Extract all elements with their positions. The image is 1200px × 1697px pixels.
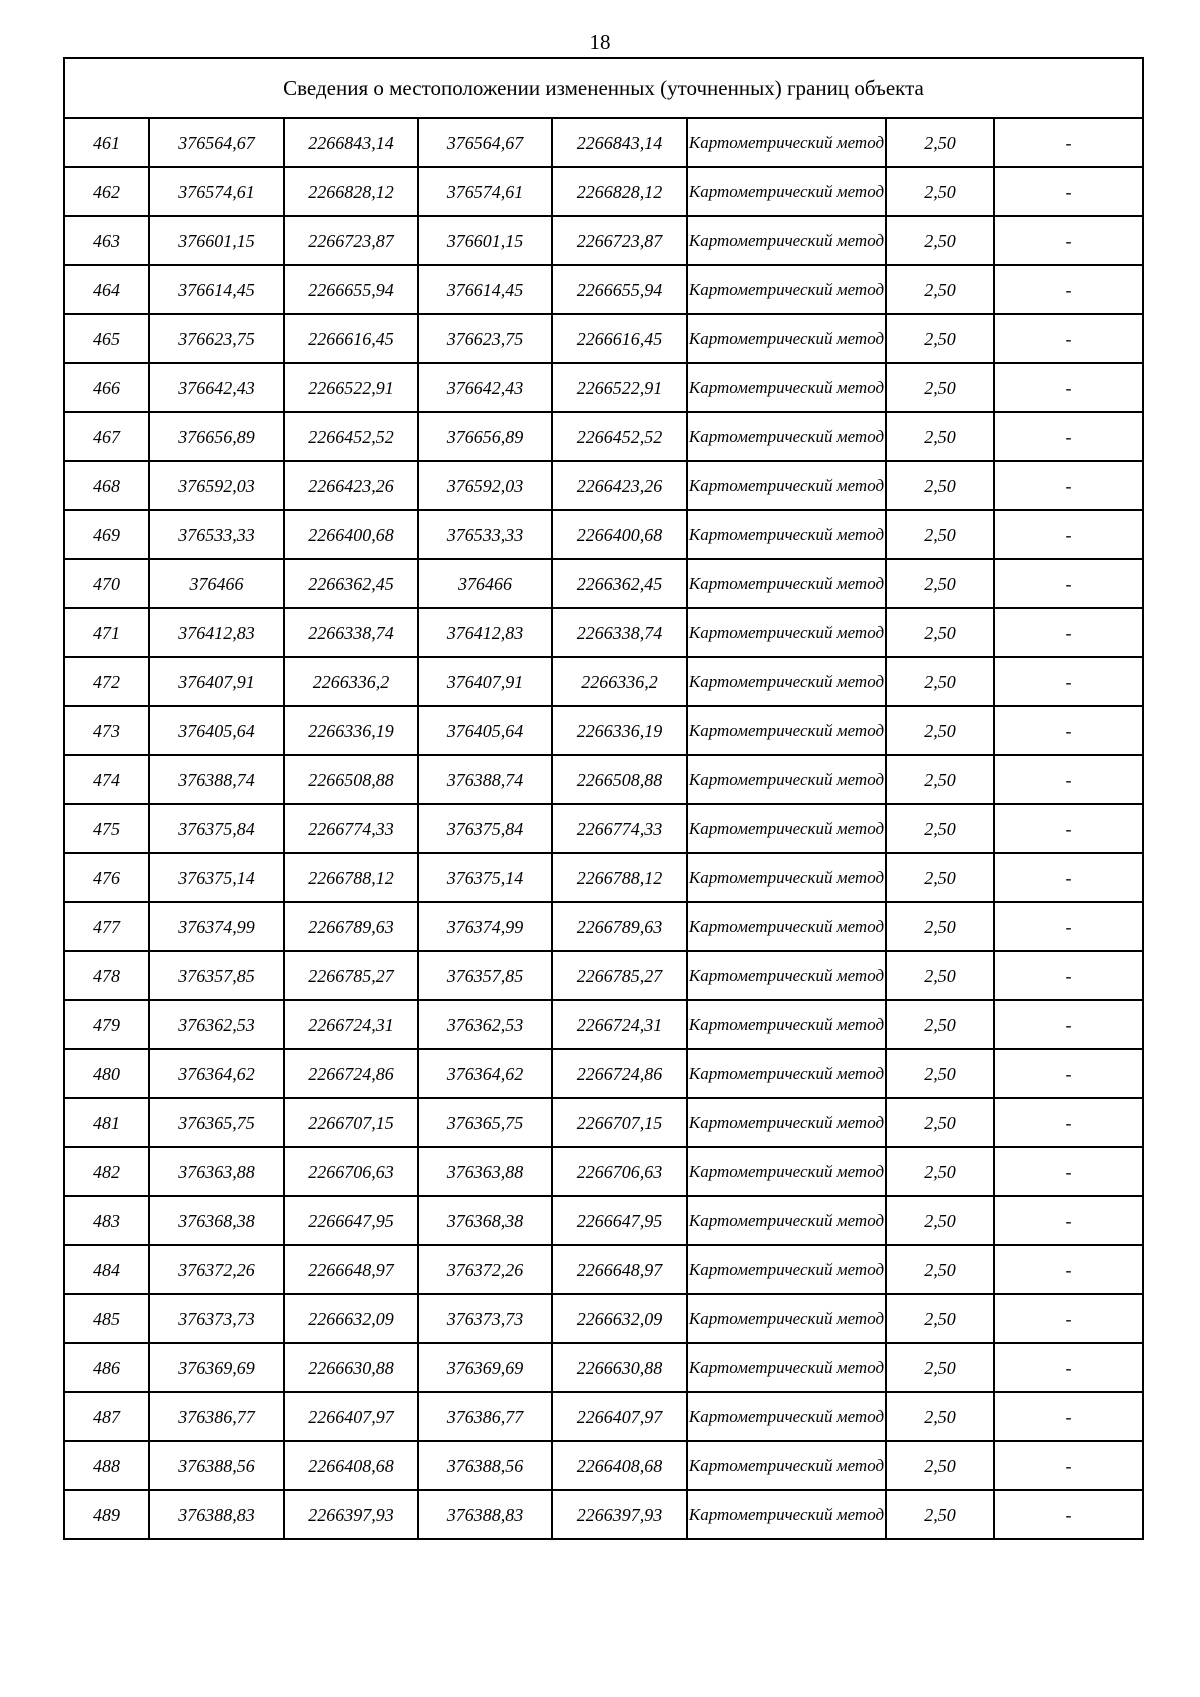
cell-description: - (994, 853, 1143, 902)
cell-description: - (994, 118, 1143, 167)
cell-accuracy: 2,50 (886, 706, 994, 755)
cell-description: - (994, 216, 1143, 265)
cell-y-existing: 2266724,86 (284, 1049, 418, 1098)
cell-method: Картометрический метод (687, 706, 886, 755)
cell-point-number: 470 (64, 559, 149, 608)
cell-point-number: 463 (64, 216, 149, 265)
cell-accuracy: 2,50 (886, 363, 994, 412)
cell-x-existing: 376564,67 (149, 118, 284, 167)
cell-method: Картометрический метод (687, 1196, 886, 1245)
cell-method: Картометрический метод (687, 363, 886, 412)
cell-point-number: 484 (64, 1245, 149, 1294)
cell-description: - (994, 1098, 1143, 1147)
cell-x-new: 376405,64 (418, 706, 552, 755)
table-row (64, 461, 1143, 510)
table-row (64, 1490, 1143, 1539)
cell-point-number: 476 (64, 853, 149, 902)
cell-x-new: 376466 (418, 559, 552, 608)
cell-y-new: 2266400,68 (552, 510, 687, 559)
cell-method: Картометрический метод (687, 608, 886, 657)
cell-x-new: 376592,03 (418, 461, 552, 510)
cell-x-existing: 376642,43 (149, 363, 284, 412)
cell-x-new: 376388,74 (418, 755, 552, 804)
cell-y-new: 2266707,15 (552, 1098, 687, 1147)
cell-method: Картометрический метод (687, 1000, 886, 1049)
cell-x-new: 376564,67 (418, 118, 552, 167)
cell-method: Картометрический метод (687, 951, 886, 1000)
page-number: 18 (589, 30, 611, 54)
cell-y-existing: 2266408,68 (284, 1441, 418, 1490)
cell-x-new: 376642,43 (418, 363, 552, 412)
cell-point-number: 477 (64, 902, 149, 951)
cell-x-existing: 376388,83 (149, 1490, 284, 1539)
cell-x-new: 376601,15 (418, 216, 552, 265)
cell-x-new: 376357,85 (418, 951, 552, 1000)
cell-x-new: 376412,83 (418, 608, 552, 657)
cell-point-number: 469 (64, 510, 149, 559)
cell-y-new: 2266362,45 (552, 559, 687, 608)
cell-y-existing: 2266452,52 (284, 412, 418, 461)
cell-y-new: 2266724,86 (552, 1049, 687, 1098)
cell-y-existing: 2266616,45 (284, 314, 418, 363)
cell-accuracy: 2,50 (886, 951, 994, 1000)
cell-x-existing: 376592,03 (149, 461, 284, 510)
cell-description: - (994, 314, 1143, 363)
cell-y-existing: 2266338,74 (284, 608, 418, 657)
cell-method: Картометрический метод (687, 314, 886, 363)
cell-method: Картометрический метод (687, 1441, 886, 1490)
table-row (64, 1049, 1143, 1098)
cell-description: - (994, 657, 1143, 706)
cell-description: - (994, 412, 1143, 461)
cell-method: Картометрический метод (687, 1098, 886, 1147)
table-row (64, 510, 1143, 559)
cell-x-existing: 376601,15 (149, 216, 284, 265)
cell-accuracy: 2,50 (886, 1294, 994, 1343)
cell-accuracy: 2,50 (886, 1049, 994, 1098)
cell-y-new: 2266647,95 (552, 1196, 687, 1245)
cell-y-new: 2266785,27 (552, 951, 687, 1000)
cell-description: - (994, 461, 1143, 510)
cell-accuracy: 2,50 (886, 1245, 994, 1294)
cell-point-number: 488 (64, 1441, 149, 1490)
cell-x-existing: 376386,77 (149, 1392, 284, 1441)
cell-y-existing: 2266774,33 (284, 804, 418, 853)
cell-y-new: 2266724,31 (552, 1000, 687, 1049)
cell-y-existing: 2266400,68 (284, 510, 418, 559)
cell-x-existing: 376533,33 (149, 510, 284, 559)
cell-point-number: 471 (64, 608, 149, 657)
cell-x-new: 376365,75 (418, 1098, 552, 1147)
table-row (64, 951, 1143, 1000)
cell-y-new: 2266408,68 (552, 1441, 687, 1490)
cell-x-existing: 376656,89 (149, 412, 284, 461)
cell-point-number: 478 (64, 951, 149, 1000)
cell-point-number: 472 (64, 657, 149, 706)
cell-method: Картометрический метод (687, 1490, 886, 1539)
table-row (64, 608, 1143, 657)
table-row (64, 559, 1143, 608)
cell-point-number: 486 (64, 1343, 149, 1392)
table-row (64, 314, 1143, 363)
cell-y-new: 2266423,26 (552, 461, 687, 510)
cell-x-existing: 376407,91 (149, 657, 284, 706)
cell-x-new: 376375,84 (418, 804, 552, 853)
cell-accuracy: 2,50 (886, 1490, 994, 1539)
cell-y-new: 2266655,94 (552, 265, 687, 314)
cell-description: - (994, 1147, 1143, 1196)
cell-point-number: 468 (64, 461, 149, 510)
cell-x-existing: 376375,14 (149, 853, 284, 902)
cell-accuracy: 2,50 (886, 1147, 994, 1196)
cell-y-existing: 2266336,19 (284, 706, 418, 755)
cell-y-existing: 2266648,97 (284, 1245, 418, 1294)
cell-y-new: 2266648,97 (552, 1245, 687, 1294)
cell-method: Картометрический метод (687, 461, 886, 510)
cell-description: - (994, 902, 1143, 951)
cell-method: Картометрический метод (687, 265, 886, 314)
cell-x-existing: 376574,61 (149, 167, 284, 216)
cell-point-number: 487 (64, 1392, 149, 1441)
cell-x-existing: 376388,56 (149, 1441, 284, 1490)
cell-x-existing: 376623,75 (149, 314, 284, 363)
table-title: Сведения о местоположении измененных (уточненных) границ объекта (64, 58, 1143, 118)
cell-y-new: 2266452,52 (552, 412, 687, 461)
cell-accuracy: 2,50 (886, 755, 994, 804)
cell-point-number: 464 (64, 265, 149, 314)
cell-x-new: 376362,53 (418, 1000, 552, 1049)
cell-x-existing: 376388,74 (149, 755, 284, 804)
cell-method: Картометрический метод (687, 118, 886, 167)
cell-accuracy: 2,50 (886, 657, 994, 706)
cell-y-existing: 2266630,88 (284, 1343, 418, 1392)
cell-y-existing: 2266707,15 (284, 1098, 418, 1147)
cell-x-new: 376363,88 (418, 1147, 552, 1196)
cell-y-existing: 2266362,45 (284, 559, 418, 608)
cell-y-new: 2266336,19 (552, 706, 687, 755)
cell-y-existing: 2266724,31 (284, 1000, 418, 1049)
cell-accuracy: 2,50 (886, 1392, 994, 1441)
cell-accuracy: 2,50 (886, 853, 994, 902)
cell-accuracy: 2,50 (886, 1196, 994, 1245)
cell-method: Картометрический метод (687, 1343, 886, 1392)
cell-y-new: 2266706,63 (552, 1147, 687, 1196)
cell-description: - (994, 265, 1143, 314)
cell-x-new: 376574,61 (418, 167, 552, 216)
cell-method: Картометрический метод (687, 657, 886, 706)
cell-x-existing: 376363,88 (149, 1147, 284, 1196)
cell-accuracy: 2,50 (886, 559, 994, 608)
cell-y-new: 2266616,45 (552, 314, 687, 363)
table-row (64, 1196, 1143, 1245)
cell-y-existing: 2266785,27 (284, 951, 418, 1000)
cell-accuracy: 2,50 (886, 608, 994, 657)
cell-accuracy: 2,50 (886, 265, 994, 314)
cell-accuracy: 2,50 (886, 314, 994, 363)
cell-y-existing: 2266522,91 (284, 363, 418, 412)
cell-description: - (994, 559, 1143, 608)
cell-accuracy: 2,50 (886, 216, 994, 265)
cell-method: Картометрический метод (687, 559, 886, 608)
cell-y-new: 2266774,33 (552, 804, 687, 853)
cell-x-existing: 376362,53 (149, 1000, 284, 1049)
cell-method: Картометрический метод (687, 1245, 886, 1294)
cell-method: Картометрический метод (687, 510, 886, 559)
cell-y-new: 2266788,12 (552, 853, 687, 902)
cell-point-number: 466 (64, 363, 149, 412)
cell-y-new: 2266632,09 (552, 1294, 687, 1343)
cell-x-new: 376372,26 (418, 1245, 552, 1294)
table-row (64, 216, 1143, 265)
cell-point-number: 479 (64, 1000, 149, 1049)
cell-description: - (994, 706, 1143, 755)
table-row (64, 1000, 1143, 1049)
cell-point-number: 485 (64, 1294, 149, 1343)
cell-y-existing: 2266407,97 (284, 1392, 418, 1441)
cell-accuracy: 2,50 (886, 412, 994, 461)
cell-accuracy: 2,50 (886, 510, 994, 559)
cell-x-new: 376388,83 (418, 1490, 552, 1539)
cell-y-new: 2266397,93 (552, 1490, 687, 1539)
cell-point-number: 465 (64, 314, 149, 363)
cell-point-number: 474 (64, 755, 149, 804)
cell-x-new: 376614,45 (418, 265, 552, 314)
cell-accuracy: 2,50 (886, 1343, 994, 1392)
table-row (64, 1147, 1143, 1196)
cell-method: Картометрический метод (687, 1049, 886, 1098)
table-row (64, 1441, 1143, 1490)
table-row (64, 1245, 1143, 1294)
cell-point-number: 481 (64, 1098, 149, 1147)
cell-point-number: 489 (64, 1490, 149, 1539)
table-row (64, 118, 1143, 167)
cell-y-existing: 2266706,63 (284, 1147, 418, 1196)
cell-y-new: 2266789,63 (552, 902, 687, 951)
cell-x-existing: 376368,38 (149, 1196, 284, 1245)
cell-method: Картометрический метод (687, 902, 886, 951)
cell-method: Картометрический метод (687, 1294, 886, 1343)
cell-description: - (994, 951, 1143, 1000)
cell-accuracy: 2,50 (886, 461, 994, 510)
cell-point-number: 480 (64, 1049, 149, 1098)
cell-y-new: 2266522,91 (552, 363, 687, 412)
cell-description: - (994, 608, 1143, 657)
cell-y-new: 2266336,2 (552, 657, 687, 706)
cell-description: - (994, 1392, 1143, 1441)
cell-point-number: 482 (64, 1147, 149, 1196)
cell-y-new: 2266508,88 (552, 755, 687, 804)
cell-x-new: 376373,73 (418, 1294, 552, 1343)
cell-description: - (994, 167, 1143, 216)
cell-description: - (994, 1441, 1143, 1490)
table-row (64, 804, 1143, 853)
table-row (64, 755, 1143, 804)
cell-description: - (994, 1245, 1143, 1294)
cell-point-number: 467 (64, 412, 149, 461)
table-row (64, 706, 1143, 755)
cell-x-new: 376623,75 (418, 314, 552, 363)
cell-x-existing: 376373,73 (149, 1294, 284, 1343)
cell-point-number: 473 (64, 706, 149, 755)
cell-y-new: 2266630,88 (552, 1343, 687, 1392)
cell-y-existing: 2266508,88 (284, 755, 418, 804)
cell-x-new: 376407,91 (418, 657, 552, 706)
cell-point-number: 461 (64, 118, 149, 167)
cell-x-new: 376374,99 (418, 902, 552, 951)
cell-x-existing: 376365,75 (149, 1098, 284, 1147)
cell-y-new: 2266723,87 (552, 216, 687, 265)
cell-point-number: 475 (64, 804, 149, 853)
cell-accuracy: 2,50 (886, 1098, 994, 1147)
cell-description: - (994, 363, 1143, 412)
cell-method: Картометрический метод (687, 216, 886, 265)
cell-description: - (994, 1196, 1143, 1245)
cell-method: Картометрический метод (687, 1392, 886, 1441)
cell-method: Картометрический метод (687, 853, 886, 902)
cell-y-existing: 2266843,14 (284, 118, 418, 167)
table-row (64, 1392, 1143, 1441)
cell-description: - (994, 804, 1143, 853)
cell-description: - (994, 1049, 1143, 1098)
cell-x-new: 376369,69 (418, 1343, 552, 1392)
cell-accuracy: 2,50 (886, 118, 994, 167)
cell-x-new: 376533,33 (418, 510, 552, 559)
cell-x-existing: 376364,62 (149, 1049, 284, 1098)
cell-x-new: 376388,56 (418, 1441, 552, 1490)
cell-point-number: 483 (64, 1196, 149, 1245)
cell-y-existing: 2266336,2 (284, 657, 418, 706)
cell-method: Картометрический метод (687, 1147, 886, 1196)
cell-y-existing: 2266655,94 (284, 265, 418, 314)
cell-description: - (994, 1294, 1143, 1343)
table-title-row (64, 58, 1143, 118)
cell-x-existing: 376375,84 (149, 804, 284, 853)
table-row (64, 265, 1143, 314)
table-row (64, 412, 1143, 461)
cell-accuracy: 2,50 (886, 902, 994, 951)
cell-y-new: 2266407,97 (552, 1392, 687, 1441)
table-row (64, 1343, 1143, 1392)
cell-y-existing: 2266423,26 (284, 461, 418, 510)
cell-accuracy: 2,50 (886, 1441, 994, 1490)
cell-x-new: 376364,62 (418, 1049, 552, 1098)
cell-method: Картометрический метод (687, 755, 886, 804)
cell-description: - (994, 1000, 1143, 1049)
cell-x-new: 376656,89 (418, 412, 552, 461)
cell-description: - (994, 1490, 1143, 1539)
cell-x-new: 376375,14 (418, 853, 552, 902)
table-row (64, 167, 1143, 216)
cell-accuracy: 2,50 (886, 804, 994, 853)
table-row (64, 1294, 1143, 1343)
cell-x-existing: 376466 (149, 559, 284, 608)
table-row (64, 853, 1143, 902)
cell-y-existing: 2266789,63 (284, 902, 418, 951)
cell-y-new: 2266338,74 (552, 608, 687, 657)
boundary-coordinates-table (63, 57, 1144, 1540)
cell-x-existing: 376405,64 (149, 706, 284, 755)
table-row (64, 657, 1143, 706)
cell-point-number: 462 (64, 167, 149, 216)
table-row (64, 363, 1143, 412)
cell-accuracy: 2,50 (886, 167, 994, 216)
cell-y-existing: 2266397,93 (284, 1490, 418, 1539)
cell-y-new: 2266843,14 (552, 118, 687, 167)
cell-description: - (994, 510, 1143, 559)
cell-y-existing: 2266788,12 (284, 853, 418, 902)
cell-x-existing: 376614,45 (149, 265, 284, 314)
cell-y-new: 2266828,12 (552, 167, 687, 216)
cell-x-existing: 376374,99 (149, 902, 284, 951)
cell-method: Картометрический метод (687, 412, 886, 461)
cell-y-existing: 2266828,12 (284, 167, 418, 216)
cell-description: - (994, 1343, 1143, 1392)
cell-y-existing: 2266632,09 (284, 1294, 418, 1343)
cell-x-new: 376386,77 (418, 1392, 552, 1441)
cell-x-existing: 376369,69 (149, 1343, 284, 1392)
table-row (64, 902, 1143, 951)
table-row (64, 1098, 1143, 1147)
cell-method: Картометрический метод (687, 167, 886, 216)
cell-y-existing: 2266647,95 (284, 1196, 418, 1245)
cell-x-existing: 376357,85 (149, 951, 284, 1000)
cell-x-existing: 376412,83 (149, 608, 284, 657)
cell-x-existing: 376372,26 (149, 1245, 284, 1294)
cell-x-new: 376368,38 (418, 1196, 552, 1245)
cell-method: Картометрический метод (687, 804, 886, 853)
cell-accuracy: 2,50 (886, 1000, 994, 1049)
cell-y-existing: 2266723,87 (284, 216, 418, 265)
cell-description: - (994, 755, 1143, 804)
